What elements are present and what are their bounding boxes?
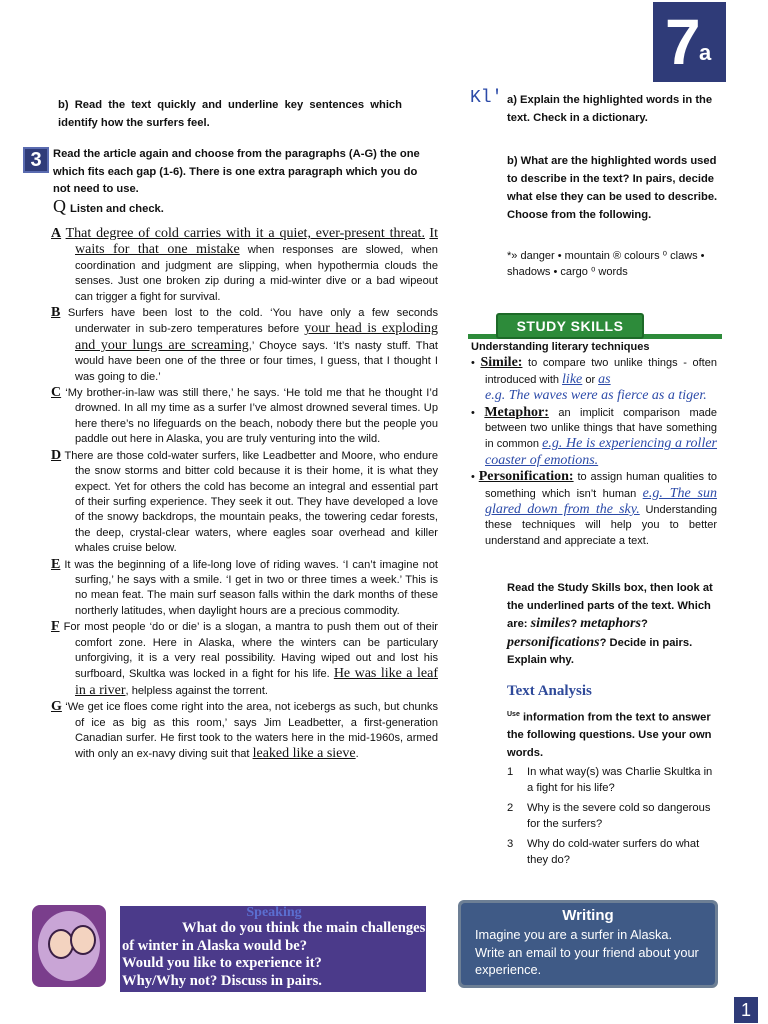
exercise-number-badge: 3 [23, 147, 49, 173]
exercise-4-label: Kl' [470, 88, 503, 108]
question-item: 2 Why is the severe cold so dangerous for the surfers? [507, 802, 711, 830]
exercise-2b-instruction: b) Read the text quickly and underline key sentences which identify how the surfers feel. [58, 99, 402, 129]
article-paragraph: C ‘My brother-in-law was still there,’ he says. ‘He told me that he thought I’d drowned. In all my time as a surfer I’ve almost drowned several times. Up here there’s no lifeguards on the beach, nobody there but the people you paddle out here in Alaska, you are truly venturing into the wild. [51, 385, 438, 446]
study-skills-banner [468, 313, 722, 341]
article-paragraph: B Surfers have been lost to the cold. ‘You have only a few seconds underwater in sub-zero temperatures before your head is exploding and your lungs are screaming,’ Choyce says. ‘It’s nasty stuff. That would have been one of the three or four times, I guess, that I thought I was going to die.’ [51, 305, 439, 383]
word-choice-list: *» danger • mountain ® colours ⁰ claws • shadows • cargo ⁰ words [507, 250, 705, 278]
article-paragraph: G ‘We get ice floes come right into the area, not icebergs as such, but chunks of ice as big as this room,’ says Jim Leadbetter, a first-generation Canadian surfer. He first took to the waters here in the mid-1960s, armed with only an ex-navy diving suit that leaked like a sieve. [51, 699, 438, 762]
exercise-4a-instruction: a) Explain the highlighted words in the text. Check in a dictionary. [507, 94, 713, 124]
speaking-title: Speaking [246, 905, 302, 920]
article-paragraph: E It was the beginning of a life-long love of riding waves. ‘I can’t imagine not surfing,’ he says with a smile. ‘I get in two or three times a week.’ This is no mean feat. The main surf season falls within the dark months of these northerly latitudes, when daylight hours are a precious commodity. [51, 556, 438, 617]
study-skills-box [471, 340, 717, 549]
audio-icon: Q [53, 196, 66, 216]
unit-badge [653, 2, 726, 82]
listen-and-check[interactable] [53, 196, 164, 217]
unit-letter: a [699, 40, 712, 65]
article-paragraph: A That degree of cold carries with it a quiet, ever-present threat. It waits for that one mistake when responses are slowed, when coordination and judgment are slipping, when hypothermia clouds the senses. Just one broken zip during a mid-winter dive or a bad wipeout can trigger a fight for survival. [51, 226, 438, 303]
text-analysis-title: Text Analysis [507, 683, 592, 699]
exercise-4b-instruction: b) What are the highlighted words used to describe in the text? In pairs, decide what else they can be used to describe. Choose from the following. [507, 155, 718, 221]
metaphor-item: • Metaphor: an implicit comparison made between two unlike things that have something in common e.g. He is experiencing a roller coaster of emotions. [471, 404, 717, 468]
speaking-icon [32, 905, 106, 987]
article-paragraph: F For most people ‘do or die’ is a slogan, a mantra to push them out of their comfort zone. Here in Alaska, where the winters can be particulary unforgiving, it is a very real possibility. Having wiped out and lost his surfboard, Skultka was locked in a fight for his life. He was like a leaf in a river, helpless against the torrent. [51, 619, 438, 698]
exercise-3-instruction: Read the article again and choose from the paragraphs (A-G) the one which fits each gap (1-6). There is one extra paragraph which you do not need to use. [53, 148, 420, 195]
study-skills-task: Read the Study Skills box, then look at the underlined parts of the text. Which are: similes? metaphors? personifications? Decide in pairs. Explain why. [507, 582, 713, 666]
article-paragraph: D There are those cold-water surfers, like Leadbetter and Moore, who endure the snow storms and bitter cold because it is their home, it is what they expect. Yet for others the cold has become an integral and essential part of their surfing experience. They seek it out. They have developed a love of the snowy backdrops, the mountain peaks, the towering cedar forests, the deep, crystal-clear waters, where eagles soar overhead and killer whales cruise below. [51, 447, 438, 555]
writing-title: Writing [562, 907, 614, 924]
personification-item: • Personification: to assign human qualities to something which isn’t human e.g. The sun glared down from the sky. Understanding these techniques will help you to better understand and appreciate a text. [471, 469, 717, 547]
article-paragraphs [51, 226, 438, 763]
question-item: 1 In what way(s) was Charlie Skultka in a fight for his life? [507, 766, 713, 794]
speaking-box: Speaking What do you think the main challenges of winter in Alaska would be? Would you like to experience it? Why/Why not? Discuss in pairs. [120, 906, 426, 992]
study-skills-title: STUDY SKILLS [496, 313, 644, 339]
question-item: 3 Why do cold-water surfers do what they do? [507, 838, 700, 866]
unit-number: 7 [665, 6, 701, 78]
writing-task: Imagine you are a surfer in Alaska. Write an email to your friend about your experience. [475, 927, 699, 977]
page-number: 1 [734, 997, 758, 1023]
listen-label: Listen and check. [70, 203, 164, 215]
study-skills-heading: Understanding literary techniques [471, 341, 650, 353]
writing-box [458, 900, 718, 988]
simile-item: • Simile: to compare two unlike things - often introduced with like or as e.g. The waves were as fierce as a tiger. [471, 355, 717, 404]
text-analysis-instruction: $^{Use}$ information from the text to answer the following questions. Use your own words. [507, 711, 712, 759]
